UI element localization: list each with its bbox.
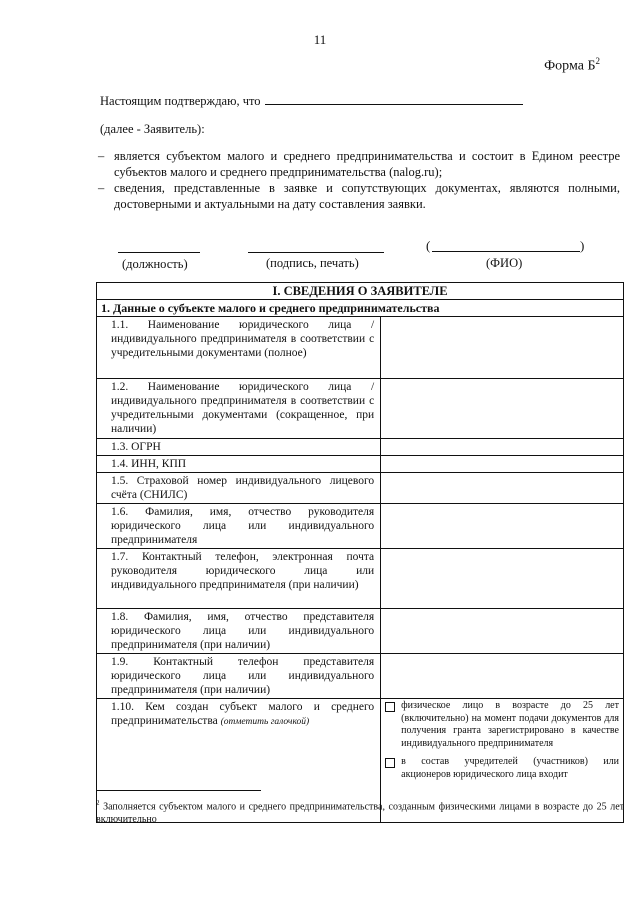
table-row xyxy=(97,379,624,439)
row-label: 1.6. Фамилия, имя, отчество руководителя юридического лица или индивидуального предпринимателя xyxy=(97,504,381,549)
row-label: 1.5. Страховой номер индивидуального лицевого счёта (СНИЛС) xyxy=(97,473,381,504)
row-value-cell[interactable] xyxy=(381,317,624,379)
form-label-text: Форма Б xyxy=(544,58,596,74)
row-label: 1.2. Наименование юридического лица /индивидуального предпринимателя в соответствии с учредительными документами (сокращенное, при наличии) xyxy=(97,379,381,439)
row-value-cell[interactable] xyxy=(381,549,624,609)
row-value-cell[interactable] xyxy=(381,379,624,439)
row-label: 1.4. ИНН, КПП xyxy=(97,456,381,473)
row-label: 1.7. Контактный телефон, электронная почта руководителя юридического лица или индивидуального предпринимателя (при наличии) xyxy=(97,549,381,609)
position-blank[interactable] xyxy=(118,252,200,253)
row-110-hint: (отметить галочкой) xyxy=(220,717,310,727)
footnote-text: Заполняется субъектом малого и среднего предпринимательства, созданным физическими лицами в возрасте до 25 лет включительно xyxy=(96,801,624,826)
table-row xyxy=(97,609,624,654)
fio-paren-close: ) xyxy=(580,238,585,253)
row-value-cell[interactable] xyxy=(381,473,624,504)
signature-blank[interactable] xyxy=(248,252,384,253)
footnote-mark: 2 xyxy=(96,799,100,807)
fio-label: (ФИО) xyxy=(486,256,523,270)
declaration-item: – сведения, представленные в заявке и сопутствующих документах, являются полными, достоверными и актуальными на дату составления заявки. xyxy=(96,180,620,212)
section-title: I. СВЕДЕНИЯ О ЗАЯВИТЕЛЕ xyxy=(97,283,624,300)
fio-paren-open: ( xyxy=(426,238,431,253)
row-label: 1.3. ОГРН xyxy=(97,439,381,456)
page-number: 11 xyxy=(313,32,327,47)
form-label-footnote-mark: 2 xyxy=(595,56,600,66)
footnote xyxy=(96,797,624,826)
row-value-cell[interactable] xyxy=(381,654,624,699)
table-row xyxy=(97,439,624,456)
declaration-item: – является субъектом малого и среднего предпринимательства и состоит в Едином реестре субъектов малого и среднего предпринимательства (nalog.ru); xyxy=(96,148,620,180)
checkbox[interactable] xyxy=(385,758,395,768)
option-text: в состав учредителей (участников) или акционеров юридического лица входит xyxy=(401,756,619,780)
applicant-name-blank[interactable] xyxy=(265,92,523,105)
subsection-title-row xyxy=(97,300,624,317)
position-label: (должность) xyxy=(122,257,188,271)
creator-option xyxy=(385,756,619,781)
table-row xyxy=(97,317,624,379)
row-label: 1.9. Контактный телефон представителя юридического лица или индивидуального предпринимателя (при наличии) xyxy=(97,654,381,699)
table-row xyxy=(97,456,624,473)
confirm-statement xyxy=(100,92,523,109)
creator-option xyxy=(385,700,619,750)
section-title-row xyxy=(97,283,624,300)
row-value-cell[interactable] xyxy=(381,456,624,473)
option-text: физическое лицо в возрасте до 25 лет (включительно) на момент подачи документов для получения гранта зарегистрировано в качестве индивидуального предпринимателя xyxy=(401,700,619,749)
row-value-cell[interactable] xyxy=(381,609,624,654)
footnote-divider xyxy=(96,790,261,791)
row-value-cell[interactable] xyxy=(381,504,624,549)
row-label: 1.8. Фамилия, имя, отчество представителя юридического лица или индивидуального предпринимателя (при наличии) xyxy=(97,609,381,654)
row-value-cell[interactable] xyxy=(381,439,624,456)
table-row xyxy=(97,549,624,609)
table-row xyxy=(97,504,624,549)
declaration-list xyxy=(96,148,620,212)
row-110-label: 1.10. Кем создан субъект малого и среднего предпринимательства xyxy=(111,701,375,727)
applicant-note: (далее - Заявитель): xyxy=(100,122,205,136)
subsection-title: 1. Данные о субъекте малого и среднего предпринимательства xyxy=(97,300,624,317)
table-row xyxy=(97,473,624,504)
applicant-info-table xyxy=(96,282,624,826)
table-row xyxy=(97,654,624,699)
confirm-text: Настоящим подтверждаю, что xyxy=(100,94,261,108)
signature-label: (подпись, печать) xyxy=(266,256,359,270)
form-label xyxy=(544,56,600,75)
checkbox[interactable] xyxy=(385,702,395,712)
fio-blank[interactable] xyxy=(432,251,580,252)
row-label: 1.1. Наименование юридического лица /индивидуального предпринимателя в соответствии с учредительными документами (полное) xyxy=(97,317,381,379)
